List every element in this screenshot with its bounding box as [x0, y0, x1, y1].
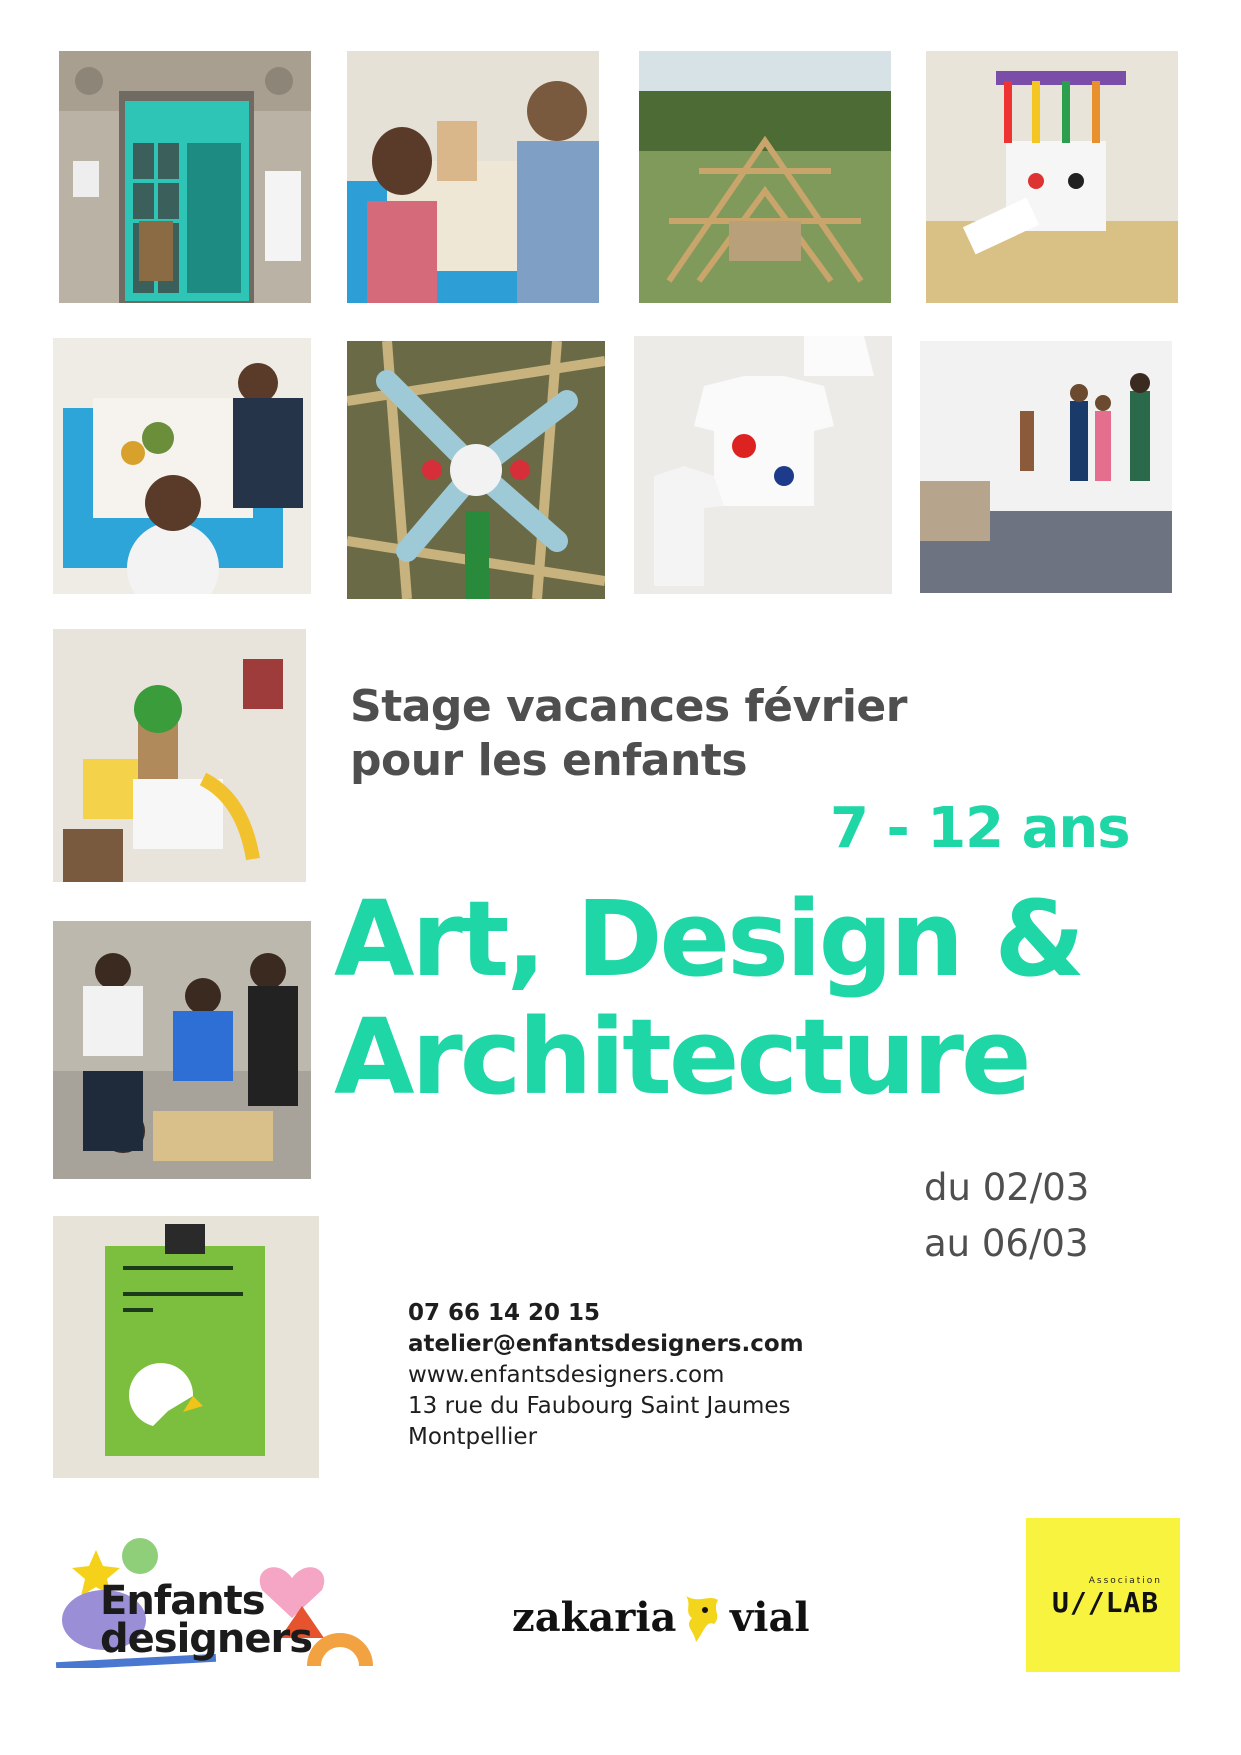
photo-drawing — [53, 1216, 319, 1478]
photo-group-building — [53, 921, 311, 1179]
enfants-designers-logo — [52, 1528, 382, 1668]
photo-painting-table — [53, 338, 311, 594]
vial-wordmark: vial — [730, 1594, 810, 1641]
street-address: 13 rue du Faubourg Saint Jaumes — [408, 1393, 791, 1419]
event-dates — [924, 1160, 1089, 1272]
photo-storefront — [59, 51, 311, 303]
phone-number[interactable]: 07 66 14 20 15 — [408, 1300, 601, 1326]
event-subtitle — [350, 680, 907, 788]
photo-bottle-connector — [347, 341, 605, 599]
photo-sculpture-face — [926, 51, 1178, 303]
date-from: du 02/03 — [924, 1166, 1090, 1209]
date-to: au 06/03 — [924, 1222, 1089, 1265]
event-title — [334, 880, 1082, 1116]
city: Montpellier — [408, 1424, 538, 1450]
zakaria-vial-logo — [512, 1594, 832, 1654]
zakaria-vial-emblem-icon — [678, 1590, 728, 1648]
photo-bamboo-dome — [639, 51, 891, 303]
photo-exhibition — [920, 341, 1172, 593]
ulab-association-label: Association — [1088, 1576, 1162, 1586]
contact-block — [408, 1298, 804, 1453]
photo-children-building — [347, 51, 599, 303]
subtitle-line-2: pour les enfants — [350, 735, 748, 786]
subtitle-line-1: Stage vacances février — [350, 681, 907, 732]
age-range: 7 - 12 ans — [830, 796, 1130, 861]
ulab-logo — [1026, 1518, 1180, 1672]
photo-models — [53, 629, 306, 882]
zakaria-wordmark: zakaria — [512, 1594, 677, 1641]
photo-tshirts — [634, 336, 892, 594]
title-line-2: Architecture — [334, 996, 1029, 1118]
website-link[interactable]: www.enfantsdesigners.com — [408, 1362, 725, 1388]
title-line-1: Art, Design & — [334, 878, 1083, 1000]
ulab-name: U//LAB — [1052, 1586, 1160, 1619]
email-link[interactable]: atelier@enfantsdesigners.com — [408, 1331, 804, 1357]
enfants-designers-wordmark: Enfants designers — [100, 1578, 313, 1662]
